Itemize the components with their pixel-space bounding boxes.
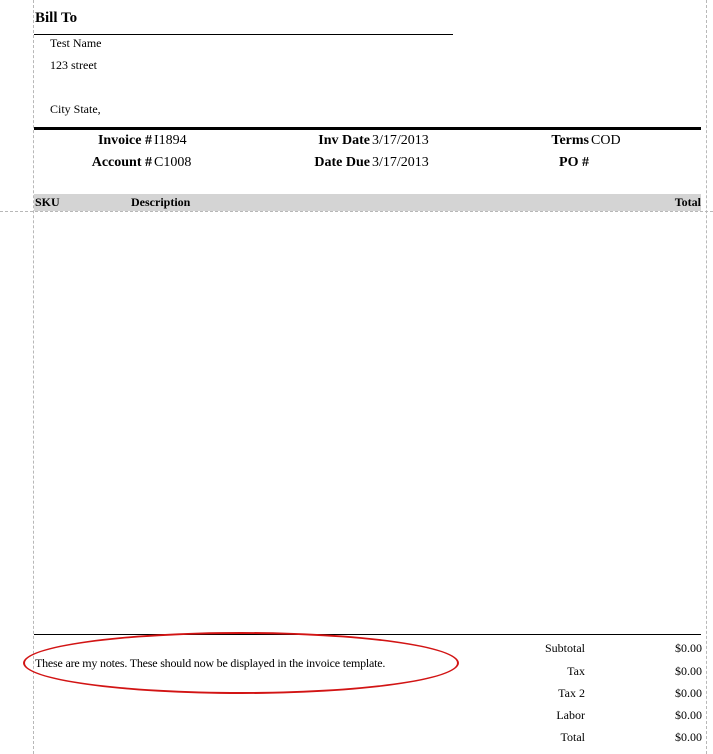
invoice-number-value: I1894 — [154, 133, 187, 148]
tax-label: Tax — [567, 664, 585, 678]
invoice-number-label: Invoice # — [97, 133, 152, 148]
line-items-header — [34, 194, 701, 211]
account-number-value: C1008 — [154, 155, 192, 170]
inv-date-value: 3/17/2013 — [372, 133, 429, 148]
inv-date-label: Inv Date — [318, 133, 370, 148]
bill-to-divider — [34, 34, 453, 35]
detail-band-guide — [0, 211, 713, 212]
labor-value: $0.00 — [675, 708, 702, 722]
description-column-header: Description — [131, 195, 191, 209]
total-column-header: Total — [674, 195, 701, 209]
bill-to-title: Bill To — [35, 10, 78, 26]
tax2-label: Tax 2 — [558, 686, 585, 700]
customer-name: Test Name — [50, 36, 102, 50]
terms-value: COD — [591, 133, 621, 148]
total-label: Total — [560, 730, 585, 744]
footer-divider — [34, 634, 701, 635]
notes-highlight-ellipse — [23, 632, 459, 694]
total-value: $0.00 — [675, 730, 702, 744]
invoice-notes: These are my notes. These should now be displayed in the invoice template. — [35, 656, 386, 670]
subtotal-value: $0.00 — [675, 641, 702, 655]
sku-column-header: SKU — [35, 195, 60, 209]
date-due-value: 3/17/2013 — [372, 155, 429, 170]
left-margin-guide — [33, 0, 34, 754]
po-label: PO # — [559, 155, 589, 170]
right-margin-guide — [706, 0, 707, 754]
customer-street: 123 street — [50, 58, 97, 72]
date-due-label: Date Due — [314, 155, 370, 170]
customer-city-state: City State, — [50, 102, 101, 116]
subtotal-label: Subtotal — [544, 641, 585, 655]
labor-label: Labor — [556, 708, 585, 722]
header-divider — [34, 127, 701, 130]
account-number-label: Account # — [91, 155, 152, 170]
tax-value: $0.00 — [675, 664, 702, 678]
tax2-value: $0.00 — [675, 686, 702, 700]
terms-label: Terms — [551, 133, 589, 148]
